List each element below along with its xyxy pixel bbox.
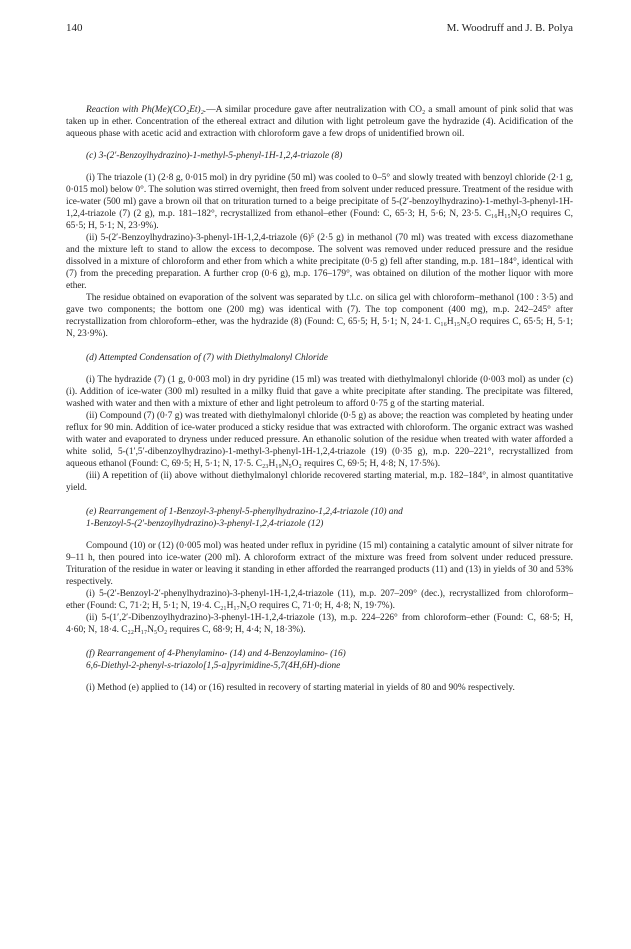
- section-f-heading-line-2: 6,6-Diethyl-2-phenyl-s-triazolo[1,5-a]pyrimidine-5,7(4H,6H)-dione: [86, 661, 341, 671]
- page-number: 140: [66, 22, 83, 34]
- section-c-paragraph-2: (ii) 5-(2′-Benzoylhydrazino)-3-phenyl-1H-1,2,4-triazole (6)⁵ (2·5 g) in methanol (70 ml) was treated with excess diazomethane and the mixture left to stand to allow the excess to decompose. The solvent was removed under reduced pressure and the residue dissolved in a mixture of chloroform and ether from which a white precipitate (0·5 g) fell after standing, m.p. 181–184°, identical with (7) from the preceding preparation. A further crop (0·6 g), m.p. 176–179°, was obtained on dilution of the mother liquor with more ether.: [66, 233, 573, 291]
- section-e-paragraph-3: (ii) 5-(1′,2′-Dibenzoylhydrazino)-3-phenyl-1H-1,2,4-triazole (13), m.p. 224–226° from chloroform–ether (Found: C, 68·5; H, 4·60; N, 18·4. C₂₂H₁₇N₅O₂ requires C, 68·9; H, 4·4; N, 18·3%).: [66, 613, 573, 635]
- section-e-heading-line-2: 1-Benzoyl-5-(2′-benzoylhydrazino)-3-phenyl-1,2,4-triazole (12): [86, 519, 324, 529]
- section-d-paragraph-1: (i) The hydrazide (7) (1 g, 0·003 mol) in dry pyridine (15 ml) was treated with diethylmalonyl chloride (0·003 mol) as under (c)(i). Addition of ice-water (300 ml) resulted in a milky fluid that gave a white precipitate after standing. The precipitate was filtered, washed with water and then with a mixture of ether and light petroleum to afford 0·75 g of the starting material.: [66, 375, 573, 409]
- section-d-paragraph-3: (iii) A repetition of (ii) above without diethylmalonyl chloride recovered starting material, m.p. 182–184°, in almost quantitative yield.: [66, 471, 573, 493]
- section-f-paragraph-1: (i) Method (e) applied to (14) or (16) resulted in recovery of starting material in yields of 80 and 90% respectively.: [86, 683, 515, 693]
- section-f-heading-line-1: (f) Rearrangement of 4-Phenylamino- (14) and 4-Benzoylamino- (16): [86, 649, 346, 659]
- section-d-paragraph-2: (ii) Compound (7) (0·7 g) was treated with diethylmalonyl chloride (0·5 g) as above; the reaction was completed by heating under reflux for 90 min. Addition of ice-water produced a sticky residue that was extracted with chloroform. The organic extract was washed with water and evaporated to dryness under reduced pressure. An ethanolic solution of the residue when treated with water afforded a white solid, 5-(1′,5′-dibenzoylhydrazino)-1-methyl-3-phenyl-1H-1,2,4-triazole (19) (0·35 g), m.p. 220–221°, recrystallized from aqueous ethanol (Found: C, 69·5; H, 5·1; N, 17·5. C₂₃H₁₉N₅O₂ requires C, 69·5; H, 4·8; N, 17·5%).: [66, 411, 573, 469]
- intro-text: —A similar procedure gave after neutralization with CO₂ a small amount of pink solid that was taken up in ether. Concentration of the ethereal extract and dilution with light petroleum gave the hydrazide (4). Acidification of the aqueous phase with acetic acid and extraction with chloroform gave a few drops of unidentified brown oil.: [66, 105, 573, 139]
- intro-lead-label: Reaction with Ph(Me)(CO₂Et)₂.: [86, 105, 207, 115]
- section-e-paragraph-1: Compound (10) or (12) (0·005 mol) was heated under reflux in pyridine (15 ml) containing a catalytic amount of silver nitrate for 9–11 h, then poured into ice-water (200 ml). A chloroform extract of the mixture was freed from solvent under reduced pressure. Trituration of the residue in water or leaving it standing in ether afforded the rearranged products (11) and (13) in yields of 30 and 53% respectively.: [66, 541, 573, 587]
- article-body: [66, 104, 573, 694]
- section-e-paragraph-2: (i) 5-(2′-Benzoyl-2′-phenylhydrazino)-3-phenyl-1H-1,2,4-triazole (11), m.p. 207–209° (dec.), recrystallized from chloroform–ether (Found: C, 71·2; H, 5·1; N, 19·4. C₂₁H₁₇N₅O requires C, 71·0; H, 4·8; N, 19·7%).: [66, 589, 573, 611]
- section-c-paragraph-3: The residue obtained on evaporation of the solvent was separated by t.l.c. on silica gel with chloroform–methanol (100 : 3·5) and gave two components; the bottom one (200 mg) was identical with (7). The top component (400 mg), m.p. 242–245° after recrystallization from chloroform–ether, was the hydrazide (8) (Found: C, 65·5; H, 5·1; N, 24·1. C₁₆H₁₅N₅O requires C, 65·5; H, 5·1; N, 23·9%).: [66, 293, 573, 339]
- section-c-heading: (c) 3-(2′-Benzoylhydrazino)-1-methyl-5-phenyl-1H-1,2,4-triazole (8): [86, 151, 343, 161]
- intro-paragraph: [66, 104, 573, 140]
- section-e-heading-line-1: (e) Rearrangement of 1-Benzoyl-3-phenyl-5-phenylhydrazino-1,2,4-triazole (10) and: [86, 507, 403, 517]
- section-d-heading: (d) Attempted Condensation of (7) with Diethylmalonyl Chloride: [86, 353, 328, 363]
- section-c-paragraph-1: (i) The triazole (1) (2·8 g, 0·015 mol) in dry pyridine (50 ml) was cooled to 0–5° and slowly treated with benzoyl chloride (2·1 g, 0·015 mol) below 0°. The solution was stirred overnight, then freed from solvent under reduced pressure. Treatment of the residue with ice-water (500 ml) gave a brown oil that on trituration turned to a beige precipitate of 5-(2′-benzoylhydrazino)-1-methyl-3-phenyl-1H-1,2,4-triazole (7) (2 g), m.p. 181–182°, recrystallized from ethanol–ether (Found: C, 65·3; H, 5·6; N, 23·5. C₁₆H₁₅N₅O requires C, 65·5; H, 5·1; N, 23·9%).: [66, 173, 573, 231]
- running-header-authors: M. Woodruff and J. B. Polya: [446, 22, 573, 34]
